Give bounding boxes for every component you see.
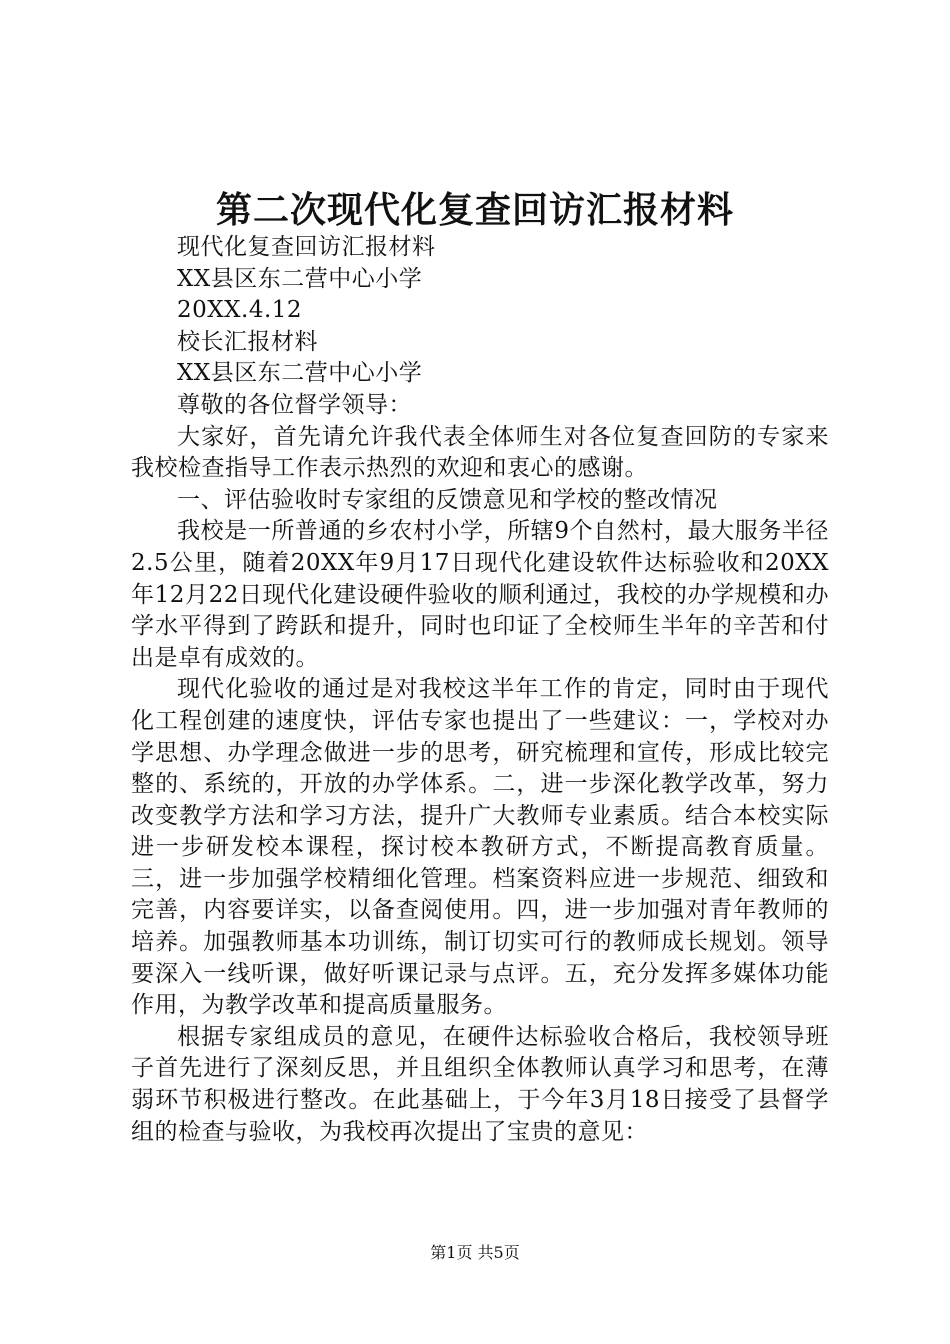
paragraph-school-intro: 我校是一所普通的乡农村小学，所辖9个自然村，最大服务半径2.5公里，随着20XX年9月17日现代化建设软件达标验收和20XX年12月22日现代化建设硬件验收的顺利通过，我校的办学规模和办学水平得到了跨跃和提升，同时也印证了全校师生半年的辛苦和付出是卓有成效的。 [131, 518, 829, 671]
paragraph-subtitle: 现代化复查回访汇报材料 [177, 234, 436, 260]
paragraph-school-name: XX县区东二营中心小学 [177, 265, 423, 292]
page-footer: 第1页 共5页 [430, 1243, 520, 1262]
paragraph-report-type: 校长汇报材料 [177, 328, 318, 355]
paragraph-salutation: 尊敬的各位督学领导： [177, 391, 412, 418]
paragraph-expert-suggestions: 现代化验收的通过是对我校这半年工作的肯定，同时由于现代化工程创建的速度快，评估专家也提出了一些建议：一，学校对办学思想、办学理念做进一步的思考，研究梳理和宣传，形成比较完整的、系统的，开放的办学体系。二，进一步深化教学改革，努力改变教学方法和学习方法，提升广大教师专业素质。结合本校实际进一步研发校本课程，探讨校本教研方式，不断提高教育质量。三，进一步加强学校精细化管理。档案资料应进一步规范、细致和完善，内容要详实，以备查阅使用。四，进一步加强对青年教师的培养。加强教师基本功训练，制订切实可行的教师成长规划。领导要深入一线听课，做好听课记录与点评。五，充分发挥多媒体功能作用，为教学改革和提高质量服务。 [131, 676, 829, 1019]
paragraph-greeting: 大家好，首先请允许我代表全体师生对各位复查回防的专家来我校检查指导工作表示热烈的欢迎和衷心的感谢。 [131, 423, 829, 482]
paragraph-rectification: 根据专家组成员的意见，在硬件达标验收合格后，我校领导班子首先进行了深刻反思，并且组织全体教师认真学习和思考，在薄弱环节积极进行整改。在此基础上，于今年3月18日接受了县督学组的检查与验收，为我校再次提出了宝贵的意见： [131, 1023, 829, 1145]
paragraph-school-name-2: XX县区东二营中心小学 [177, 360, 423, 387]
document-body [131, 232, 829, 1148]
paragraph-section-heading-1: 一、评估验收时专家组的反馈意见和学校的整改情况 [177, 486, 718, 513]
paragraph-date: 20XX.4.12 [177, 297, 303, 324]
document-title: 第二次现代化复查回访汇报材料 [215, 189, 734, 231]
